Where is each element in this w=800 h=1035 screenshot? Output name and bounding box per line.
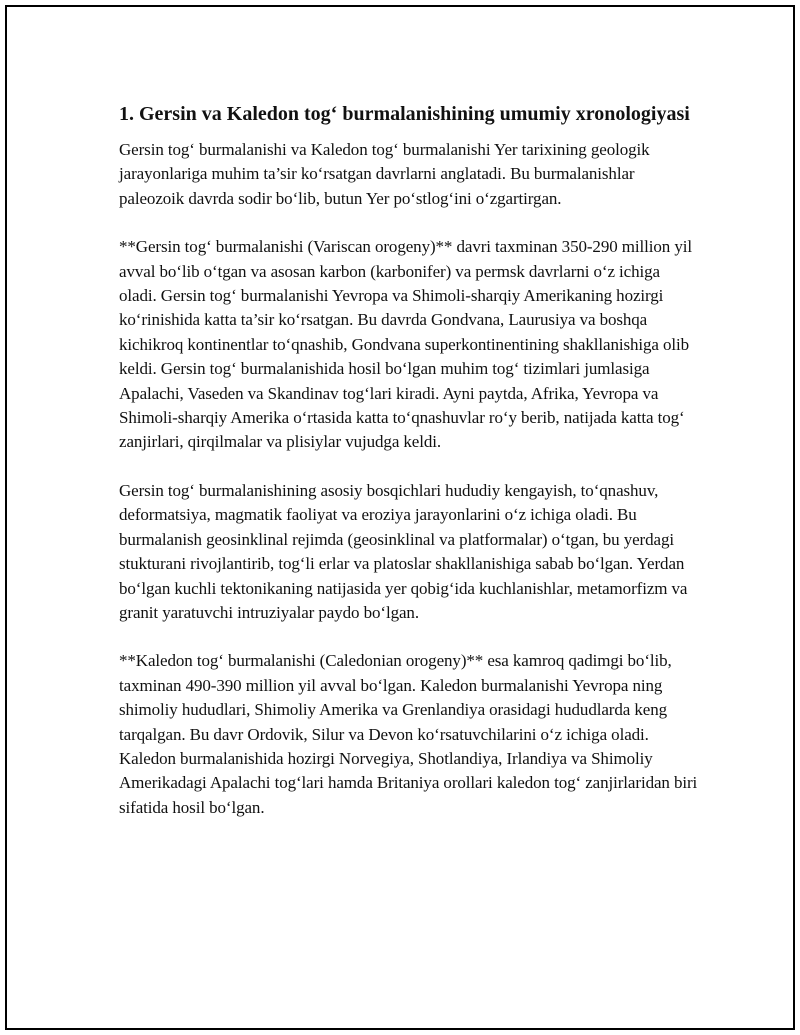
paragraph-variscan-stages: Gersin tog‘ burmalanishining asosiy bosqichlari hududiy kengayish, to‘qnashuv, deformatsiya, magmatik faoliyat va eroziya jarayonlarini o‘z ichiga oladi. Bu burmalanish geosinklinal rejimda (geosinklinal va platformalar) o‘tgan, bu yerdagi stukturani rivojlantirib, tog‘li erlar va platoslar shakllanishiga sabab bo‘lgan. Yerdan bo‘lgan kuchli tektonikaning natijasida yer qobig‘ida kuchlanishlar, metamorfizm va granit yaratuvchi intruziyalar paydo bo‘lgan. xyxy=(119,480,688,622)
section-heading: 1. Gersin va Kaledon tog‘ burmalanishining umumiy xronologiyasi xyxy=(119,103,690,125)
document-body xyxy=(119,100,699,844)
paragraph-intro: Gersin tog‘ burmalanishi va Kaledon tog‘ burmalanishi Yer tarixining geologik jarayonlariga muhim ta’sir ko‘rsatgan davrlarni anglatadi. Bu burmalanishlar paleozoik davrda sodir bo‘lib, butun Yer po‘stlog‘ini o‘zgartirgan. xyxy=(119,140,650,208)
paragraph-caledonian: **Kaledon tog‘ burmalanishi (Caledonian orogeny)** esa kamroq qadimgi bo‘lib, taxminan 490-390 million yil avval bo‘lgan. Kaledon burmalanishi Yevropa ning shimoliy hududlari, Shimoliy Amerika va Grenlandiya orasidagi hududlarda keng tarqalgan. Bu davr Ordovik, Silur va Devon ko‘rsatuvchilarini o‘z ichiga oladi. Kaledon burmalanishida hozirgi Norvegiya, Shotlandiya, Irlandiya va Shimoliy Amerikadagi Apalachi tog‘lari hamda Britaniya orollari kaledon tog‘ zanjirlaridan biri sifatida hosil bo‘lgan. xyxy=(119,651,698,817)
page-frame xyxy=(5,5,795,1030)
paragraph-variscan: **Gersin tog‘ burmalanishi (Variscan orogeny)** davri taxminan 350-290 million yil avval bo‘lib o‘tgan va asosan karbon (karbonifer) va permsk davrlarni o‘z ichiga oladi. Gersin tog‘ burmalanishi Yevropa va Shimoli-sharqiy Amerikaning hozirgi ko‘rinishida katta ta’sir ko‘rsatgan. Bu davrda Gondvana, Laurusiya va boshqa kichikroq kontinentlar to‘qnashib, Gondvana superkontinentining shakllanishiga olib keldi. Gersin tog‘ burmalanishida hosil bo‘lgan muhim tog‘ tizimlari jumlasiga Apalachi, Vaseden va Skandinav tog‘lari kiradi. Ayni paytda, Afrika, Yevropa va Shimoli-sharqiy Amerika o‘rtasida katta to‘qnashuvlar ro‘y berib, natijada katta tog‘ zanjirlari, qirqilmalar va plisiylar vujudga keldi. xyxy=(119,237,692,452)
